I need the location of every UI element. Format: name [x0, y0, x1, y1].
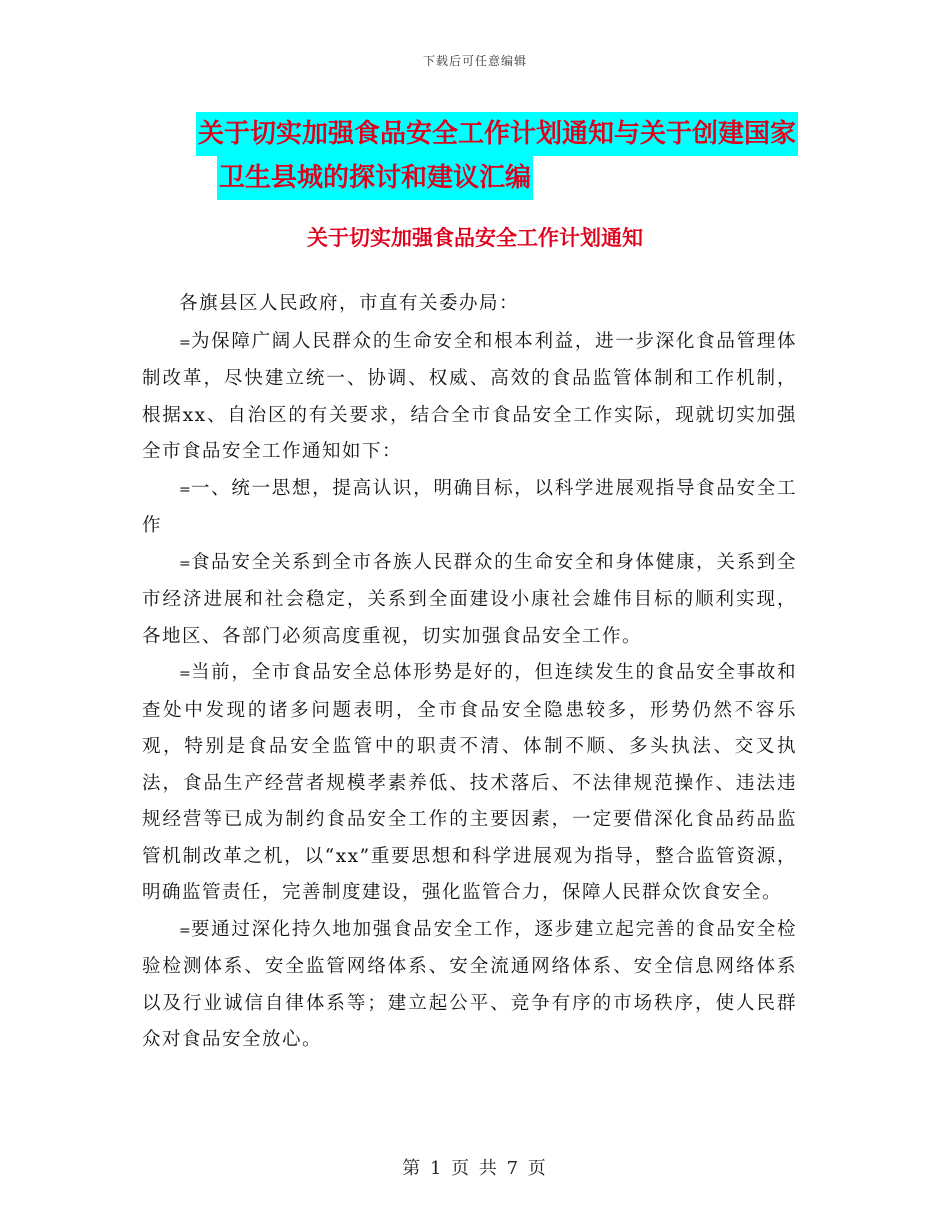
paragraph — [142, 324, 797, 471]
paragraph-mark: = — [179, 481, 191, 498]
paragraph-text: 一、统一思想，提高认识，明确目标，以科学进展观指导食品安全工作 — [142, 477, 797, 536]
paragraph — [142, 655, 797, 912]
paragraph-text: 要通过深化持久地加强食品安全工作，逐步建立起完善的食品安全检验检测体系、安全监管网络体系、安全流通网络体系、安全信息网络体系以及行业诚信自律体系等；建立起公平、竞争有序的市场秩序，使人民群众对食品安全放心。 — [142, 918, 797, 1050]
paragraph-mark: = — [179, 922, 191, 939]
document-title-line-1: 关于切实加强食品安全工作计划通知与关于创建国家 — [196, 112, 798, 156]
paragraph-mark: = — [179, 666, 191, 682]
paragraph — [142, 286, 797, 324]
document-title-line-2: 卫生县城的探讨和建议汇编 — [217, 156, 533, 200]
paragraph-text: 为保障广阔人民群众的生命安全和根本利益，进一步深化食品管理体制改革，尽快建立统一、协调、权威、高效的食品监管体制和工作机制，根据xx、自治区的有关要求，结合全市食品安全工作实际，现就切实加强全市食品安全工作通知如下： — [142, 330, 797, 462]
header-note: 下载后可任意编辑 — [422, 54, 527, 68]
paragraph — [142, 912, 797, 1059]
paragraph-text: 各旗县区人民政府，市直有关委办局： — [179, 293, 520, 314]
paragraph-text: 食品安全关系到全市各族人民群众的生命安全和身体健康，关系到全市经济进展和社会稳定，关系到全面建设小康社会雄伟目标的顺利实现，各地区、各部门必须高度重视，切实加强食品安全工作。 — [142, 551, 797, 647]
section-title: 关于切实加强食品安全工作计划通知 — [307, 226, 643, 250]
paragraph-mark: = — [179, 334, 191, 351]
document-body — [142, 286, 797, 1059]
paragraph — [142, 471, 797, 545]
paragraph — [142, 545, 797, 656]
page-number: 第 1 页 共 7 页 — [402, 1158, 548, 1179]
document-title — [0, 112, 950, 200]
paragraph-text: 当前，全市食品安全总体形势是好的，但连续发生的食品安全事故和查处中发现的诸多问题表明，全市食品安全隐患较多，形势仍然不容乐观，特别是食品安全监管中的职责不清、体制不顺、多头执法、交叉执法，食品生产经营者规模孝素养低、技术落后、不法律规范操作、违法违规经营等已成为制约食品安全工作的主要因素，一定要借深化食品药品监管机制改革之机，以“xx”重要思想和科学进展观为指导，整合监管资源，明确监管责任，完善制度建设，强化监管合力，保障人民群众饮食安全。 — [142, 662, 797, 903]
paragraph-mark: = — [179, 555, 191, 572]
